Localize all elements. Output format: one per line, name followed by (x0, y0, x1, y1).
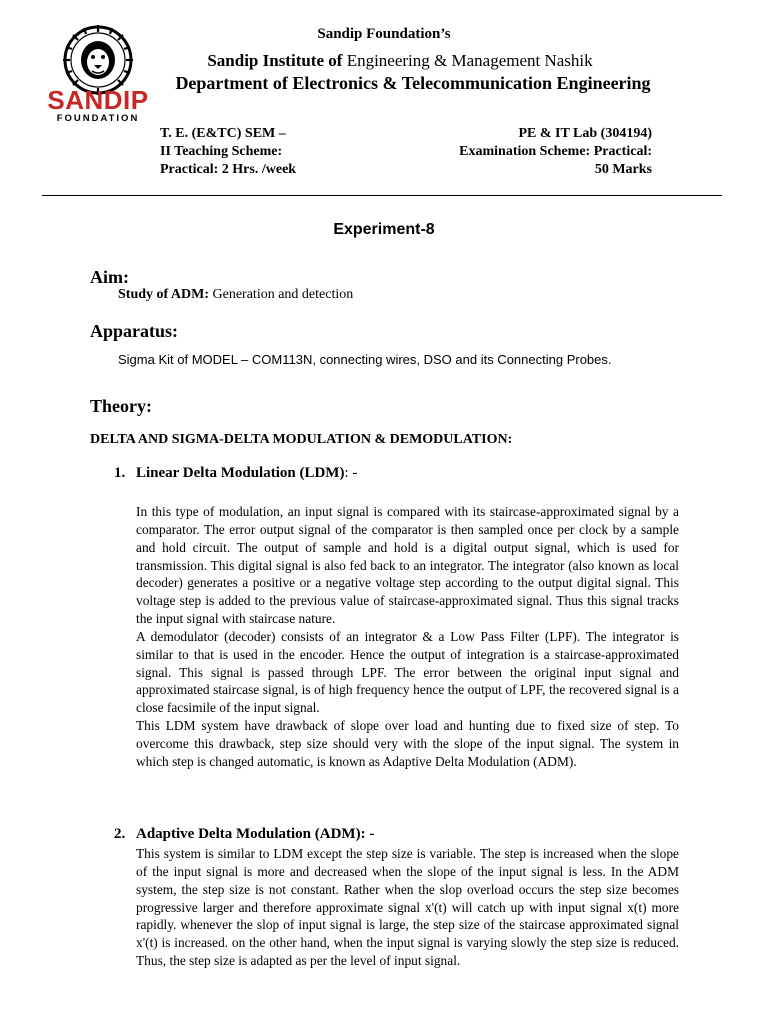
apparatus-heading: Apparatus: (90, 321, 179, 341)
aim-description: Generation and detection (209, 287, 354, 302)
section-1-paragraph: This LDM system have drawback of slope over load and hunting due to fixed size of step. To overcome this drawback, step size should very with the slope of the input signal. The system in which step is changed automatic, is known as Adaptive Delta Modulation (ADM). (136, 718, 679, 769)
theory-subheading: DELTA AND SIGMA-DELTA MODULATION & DEMODULATION: (90, 432, 513, 447)
sem-label: T. E. (E&TC) SEM – (160, 126, 286, 141)
section-2-paragraph: This system is similar to LDM except the step size is variable. The step is increased when the slope of the input signal is more and decreased when the slope of the input signal is less. In the ADM system, the step size is not constant. Rather when the slop overload occurs the step size becomes progressive larger and therefore approximate signal x'(t) will catch up with input signal x(t) more rapidly. whenever the slop of input signal is large, the step size of the staircase approximated signal x'(t) is increased. on the other hand, when the input signal is varying slowly the step size is reduced. Thus, the step size is adapted as per the level of input signal. (136, 846, 679, 969)
section-2-heading (136, 826, 374, 843)
theory-heading: Theory: (90, 396, 152, 416)
section-2-body (136, 845, 679, 970)
header-divider (42, 195, 722, 196)
practical-hours-label: Practical: 2 Hrs. /week (160, 162, 297, 177)
institute-prefix: Sandip Institute of (207, 51, 343, 70)
logo-wordmark: SANDIP (47, 85, 149, 115)
aim-text (118, 287, 353, 303)
section-2-title: Adaptive Delta Modulation (ADM): - (136, 826, 375, 842)
section-1-paragraph: In this type of modulation, an input signal is compared with its staircase-approximated signal by a comparator. The error output signal of the comparator is then sampled once per clock by a sample and hold circuit. The output of sample and hold is a digital output signal, which is used for transmission. This digital signal is also fed back to an integrator. The integrator (also known as local decoder) generates a positive or a negative voltage step according to the output digital signal. This voltage step is added to the previous value of staircase-approximated signal. Thus this signal tracks the input signal with staircase nature. (136, 504, 679, 627)
foundation-name: Sandip Foundation’s (317, 26, 451, 42)
section-1-title-suffix: : - (344, 465, 358, 481)
section-1-number: 1. (114, 465, 126, 481)
lab-code-label: PE & IT Lab (304194) (518, 126, 652, 141)
section-1-body (136, 503, 679, 771)
department-name: Department of Electronics & Telecommunication Engineering (175, 73, 651, 93)
institute-suffix: Engineering & Management Nashik (346, 51, 593, 70)
institute-name (0, 51, 768, 71)
section-2-number: 2. (114, 826, 126, 842)
aim-heading: Aim: (90, 267, 129, 287)
section-1-title: Linear Delta Modulation (LDM) (136, 465, 345, 481)
aim-label: Study of ADM: (118, 287, 210, 302)
logo-subtext: FOUNDATION (56, 113, 140, 124)
section-1-paragraph: A demodulator (decoder) consists of an integrator & a Low Pass Filter (LPF). The integrator is similar to that is used in the encoder. Hence the output of integration is a staircase-approximated signal. This signal is passed through LPF. The error between the original input signal and approximated staircase signal, is of high frequency hence the output of LPF, the recovered signal is a close facsimile of the input signal. (136, 628, 679, 716)
experiment-title: Experiment-8 (333, 221, 435, 238)
teaching-scheme-label: II Teaching Scheme: (160, 144, 283, 159)
exam-scheme-label: Examination Scheme: Practical: (459, 144, 652, 159)
section-1-heading (136, 465, 357, 482)
marks-label: 50 Marks (594, 162, 652, 177)
apparatus-text: Sigma Kit of MODEL – COM113N, connecting wires, DSO and its Connecting Probes. (118, 352, 612, 367)
